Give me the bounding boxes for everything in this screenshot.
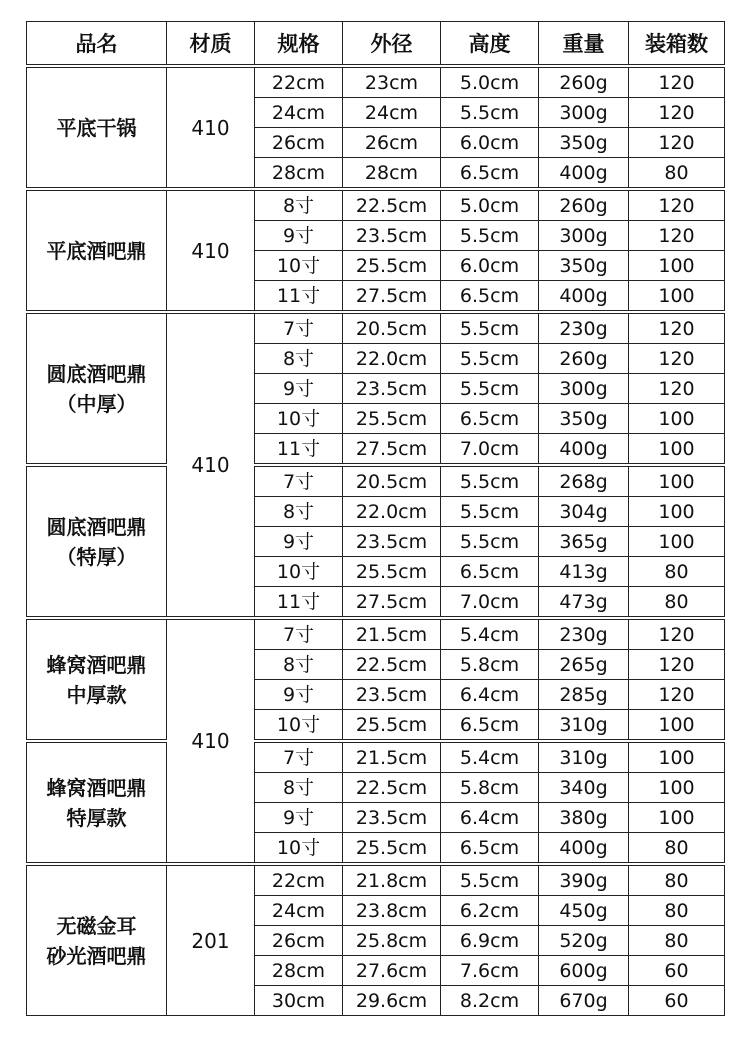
header-outer-diameter: 外径 [343, 22, 441, 67]
height-cell: 5.5cm [441, 527, 539, 557]
weight-cell: 400g [539, 833, 629, 865]
material-cell: 201 [167, 864, 255, 1016]
height-cell: 6.2cm [441, 896, 539, 926]
size-cell: 10寸 [255, 710, 343, 742]
size-cell: 9寸 [255, 680, 343, 710]
weight-cell: 310g [539, 710, 629, 742]
case-quantity-cell: 120 [629, 312, 725, 344]
product-name-line: （中厚） [56, 391, 137, 416]
case-quantity-cell: 100 [629, 251, 725, 281]
weight-cell: 230g [539, 618, 629, 650]
product-name-cell [27, 465, 167, 618]
product-name-line: 平底酒吧鼎 [46, 238, 147, 263]
height-cell: 5.5cm [441, 344, 539, 374]
height-cell: 6.9cm [441, 926, 539, 956]
size-cell: 8寸 [255, 189, 343, 221]
outer-diameter-cell: 22.5cm [343, 773, 441, 803]
case-quantity-cell: 60 [629, 956, 725, 986]
case-quantity-cell: 120 [629, 618, 725, 650]
product-name-cell [27, 189, 167, 312]
size-cell: 22cm [255, 864, 343, 896]
header-case-quantity: 装箱数 [629, 22, 725, 67]
outer-diameter-cell: 23.5cm [343, 221, 441, 251]
size-cell: 8寸 [255, 344, 343, 374]
outer-diameter-cell: 21.5cm [343, 618, 441, 650]
size-cell: 10寸 [255, 557, 343, 587]
weight-cell: 400g [539, 158, 629, 190]
case-quantity-cell: 100 [629, 497, 725, 527]
weight-cell: 304g [539, 497, 629, 527]
product-name-line: （特厚） [56, 544, 137, 569]
material-cell: 410 [167, 618, 255, 864]
case-quantity-cell: 120 [629, 344, 725, 374]
product-name-cell [27, 66, 167, 189]
size-cell: 7寸 [255, 618, 343, 650]
table-row [27, 66, 725, 98]
outer-diameter-cell: 27.5cm [343, 281, 441, 313]
case-quantity-cell: 120 [629, 189, 725, 221]
height-cell: 5.5cm [441, 221, 539, 251]
case-quantity-cell: 100 [629, 404, 725, 434]
height-cell: 6.5cm [441, 833, 539, 865]
case-quantity-cell: 120 [629, 680, 725, 710]
size-cell: 8寸 [255, 773, 343, 803]
weight-cell: 520g [539, 926, 629, 956]
weight-cell: 285g [539, 680, 629, 710]
weight-cell: 400g [539, 281, 629, 313]
height-cell: 5.5cm [441, 98, 539, 128]
weight-cell: 230g [539, 312, 629, 344]
size-cell: 9寸 [255, 221, 343, 251]
product-name-line: 平底干锅 [56, 115, 137, 140]
outer-diameter-cell: 20.5cm [343, 312, 441, 344]
height-cell: 8.2cm [441, 986, 539, 1016]
case-quantity-cell: 100 [629, 281, 725, 313]
header-weight: 重量 [539, 22, 629, 67]
outer-diameter-cell: 21.5cm [343, 741, 441, 773]
weight-cell: 260g [539, 344, 629, 374]
height-cell: 5.0cm [441, 66, 539, 98]
table-row [27, 618, 725, 650]
product-name-cell [27, 864, 167, 1016]
product-name-line: 砂光酒吧鼎 [46, 943, 147, 968]
outer-diameter-cell: 20.5cm [343, 465, 441, 497]
height-cell: 5.5cm [441, 465, 539, 497]
height-cell: 6.5cm [441, 281, 539, 313]
case-quantity-cell: 80 [629, 896, 725, 926]
table-body [27, 66, 725, 1016]
case-quantity-cell: 120 [629, 66, 725, 98]
size-cell: 26cm [255, 926, 343, 956]
height-cell: 6.5cm [441, 557, 539, 587]
outer-diameter-cell: 21.8cm [343, 864, 441, 896]
product-name-line: 圆底酒吧鼎 [46, 514, 147, 539]
outer-diameter-cell: 25.5cm [343, 404, 441, 434]
height-cell: 5.0cm [441, 189, 539, 221]
size-cell: 8寸 [255, 650, 343, 680]
case-quantity-cell: 120 [629, 98, 725, 128]
weight-cell: 265g [539, 650, 629, 680]
product-name-cell [27, 312, 167, 465]
size-cell: 7寸 [255, 741, 343, 773]
size-cell: 9寸 [255, 374, 343, 404]
product-name-line: 蜂窝酒吧鼎 [46, 775, 147, 800]
case-quantity-cell: 120 [629, 128, 725, 158]
material-cell: 410 [167, 189, 255, 312]
height-cell: 7.0cm [441, 434, 539, 466]
height-cell: 6.4cm [441, 680, 539, 710]
size-cell: 10寸 [255, 404, 343, 434]
case-quantity-cell: 120 [629, 374, 725, 404]
height-cell: 5.8cm [441, 650, 539, 680]
weight-cell: 310g [539, 741, 629, 773]
height-cell: 5.4cm [441, 618, 539, 650]
table-row [27, 312, 725, 344]
height-cell: 7.0cm [441, 587, 539, 619]
size-cell: 28cm [255, 158, 343, 190]
weight-cell: 260g [539, 66, 629, 98]
outer-diameter-cell: 23.5cm [343, 527, 441, 557]
case-quantity-cell: 100 [629, 527, 725, 557]
outer-diameter-cell: 23.5cm [343, 803, 441, 833]
product-name-cell [27, 618, 167, 741]
case-quantity-cell: 100 [629, 710, 725, 742]
case-quantity-cell: 120 [629, 221, 725, 251]
outer-diameter-cell: 27.6cm [343, 956, 441, 986]
size-cell: 24cm [255, 98, 343, 128]
outer-diameter-cell: 25.5cm [343, 557, 441, 587]
table-row [27, 465, 725, 497]
outer-diameter-cell: 23.8cm [343, 896, 441, 926]
height-cell: 5.5cm [441, 312, 539, 344]
size-cell: 11寸 [255, 587, 343, 619]
height-cell: 5.5cm [441, 497, 539, 527]
size-cell: 10寸 [255, 251, 343, 281]
case-quantity-cell: 80 [629, 587, 725, 619]
outer-diameter-cell: 25.5cm [343, 710, 441, 742]
weight-cell: 300g [539, 221, 629, 251]
product-name-line: 圆底酒吧鼎 [46, 361, 147, 386]
size-cell: 30cm [255, 986, 343, 1016]
outer-diameter-cell: 23.5cm [343, 374, 441, 404]
size-cell: 28cm [255, 956, 343, 986]
weight-cell: 473g [539, 587, 629, 619]
size-cell: 7寸 [255, 312, 343, 344]
outer-diameter-cell: 22.0cm [343, 344, 441, 374]
weight-cell: 268g [539, 465, 629, 497]
case-quantity-cell: 100 [629, 465, 725, 497]
weight-cell: 340g [539, 773, 629, 803]
case-quantity-cell: 120 [629, 650, 725, 680]
size-cell: 11寸 [255, 434, 343, 466]
weight-cell: 390g [539, 864, 629, 896]
size-cell: 8寸 [255, 497, 343, 527]
case-quantity-cell: 80 [629, 158, 725, 190]
height-cell: 5.5cm [441, 374, 539, 404]
outer-diameter-cell: 23.5cm [343, 680, 441, 710]
outer-diameter-cell: 27.5cm [343, 587, 441, 619]
height-cell: 5.8cm [441, 773, 539, 803]
header-material: 材质 [167, 22, 255, 67]
size-cell: 26cm [255, 128, 343, 158]
outer-diameter-cell: 22.5cm [343, 650, 441, 680]
weight-cell: 400g [539, 434, 629, 466]
case-quantity-cell: 80 [629, 864, 725, 896]
product-name-cell [27, 741, 167, 864]
weight-cell: 670g [539, 986, 629, 1016]
weight-cell: 300g [539, 374, 629, 404]
weight-cell: 600g [539, 956, 629, 986]
size-cell: 7寸 [255, 465, 343, 497]
table-row [27, 741, 725, 773]
size-cell: 24cm [255, 896, 343, 926]
height-cell: 5.5cm [441, 864, 539, 896]
height-cell: 6.5cm [441, 710, 539, 742]
height-cell: 7.6cm [441, 956, 539, 986]
outer-diameter-cell: 25.5cm [343, 251, 441, 281]
size-cell: 10寸 [255, 833, 343, 865]
weight-cell: 350g [539, 404, 629, 434]
outer-diameter-cell: 25.8cm [343, 926, 441, 956]
height-cell: 6.0cm [441, 251, 539, 281]
product-name-line: 特厚款 [66, 805, 127, 830]
height-cell: 5.4cm [441, 741, 539, 773]
outer-diameter-cell: 27.5cm [343, 434, 441, 466]
case-quantity-cell: 100 [629, 434, 725, 466]
weight-cell: 450g [539, 896, 629, 926]
weight-cell: 260g [539, 189, 629, 221]
case-quantity-cell: 100 [629, 773, 725, 803]
height-cell: 6.5cm [441, 404, 539, 434]
outer-diameter-cell: 29.6cm [343, 986, 441, 1016]
table-header-row [27, 22, 725, 67]
size-cell: 22cm [255, 66, 343, 98]
product-name-line: 中厚款 [66, 682, 127, 707]
weight-cell: 350g [539, 251, 629, 281]
size-cell: 9寸 [255, 803, 343, 833]
weight-cell: 413g [539, 557, 629, 587]
weight-cell: 300g [539, 98, 629, 128]
case-quantity-cell: 80 [629, 557, 725, 587]
size-cell: 9寸 [255, 527, 343, 557]
case-quantity-cell: 100 [629, 803, 725, 833]
outer-diameter-cell: 24cm [343, 98, 441, 128]
outer-diameter-cell: 25.5cm [343, 833, 441, 865]
height-cell: 6.4cm [441, 803, 539, 833]
height-cell: 6.0cm [441, 128, 539, 158]
outer-diameter-cell: 22.0cm [343, 497, 441, 527]
outer-diameter-cell: 26cm [343, 128, 441, 158]
table-row [27, 864, 725, 896]
outer-diameter-cell: 23cm [343, 66, 441, 98]
material-cell: 410 [167, 312, 255, 618]
material-cell: 410 [167, 66, 255, 189]
outer-diameter-cell: 28cm [343, 158, 441, 190]
product-spec-table [26, 21, 725, 1016]
height-cell: 6.5cm [441, 158, 539, 190]
case-quantity-cell: 80 [629, 926, 725, 956]
case-quantity-cell: 80 [629, 833, 725, 865]
size-cell: 11寸 [255, 281, 343, 313]
product-name-line: 无磁金耳 [56, 913, 137, 938]
outer-diameter-cell: 22.5cm [343, 189, 441, 221]
weight-cell: 350g [539, 128, 629, 158]
product-name-line: 蜂窝酒吧鼎 [46, 652, 147, 677]
case-quantity-cell: 100 [629, 741, 725, 773]
weight-cell: 380g [539, 803, 629, 833]
header-product-name: 品名 [27, 22, 167, 67]
table-row [27, 189, 725, 221]
weight-cell: 365g [539, 527, 629, 557]
case-quantity-cell: 60 [629, 986, 725, 1016]
header-height: 高度 [441, 22, 539, 67]
header-size: 规格 [255, 22, 343, 67]
